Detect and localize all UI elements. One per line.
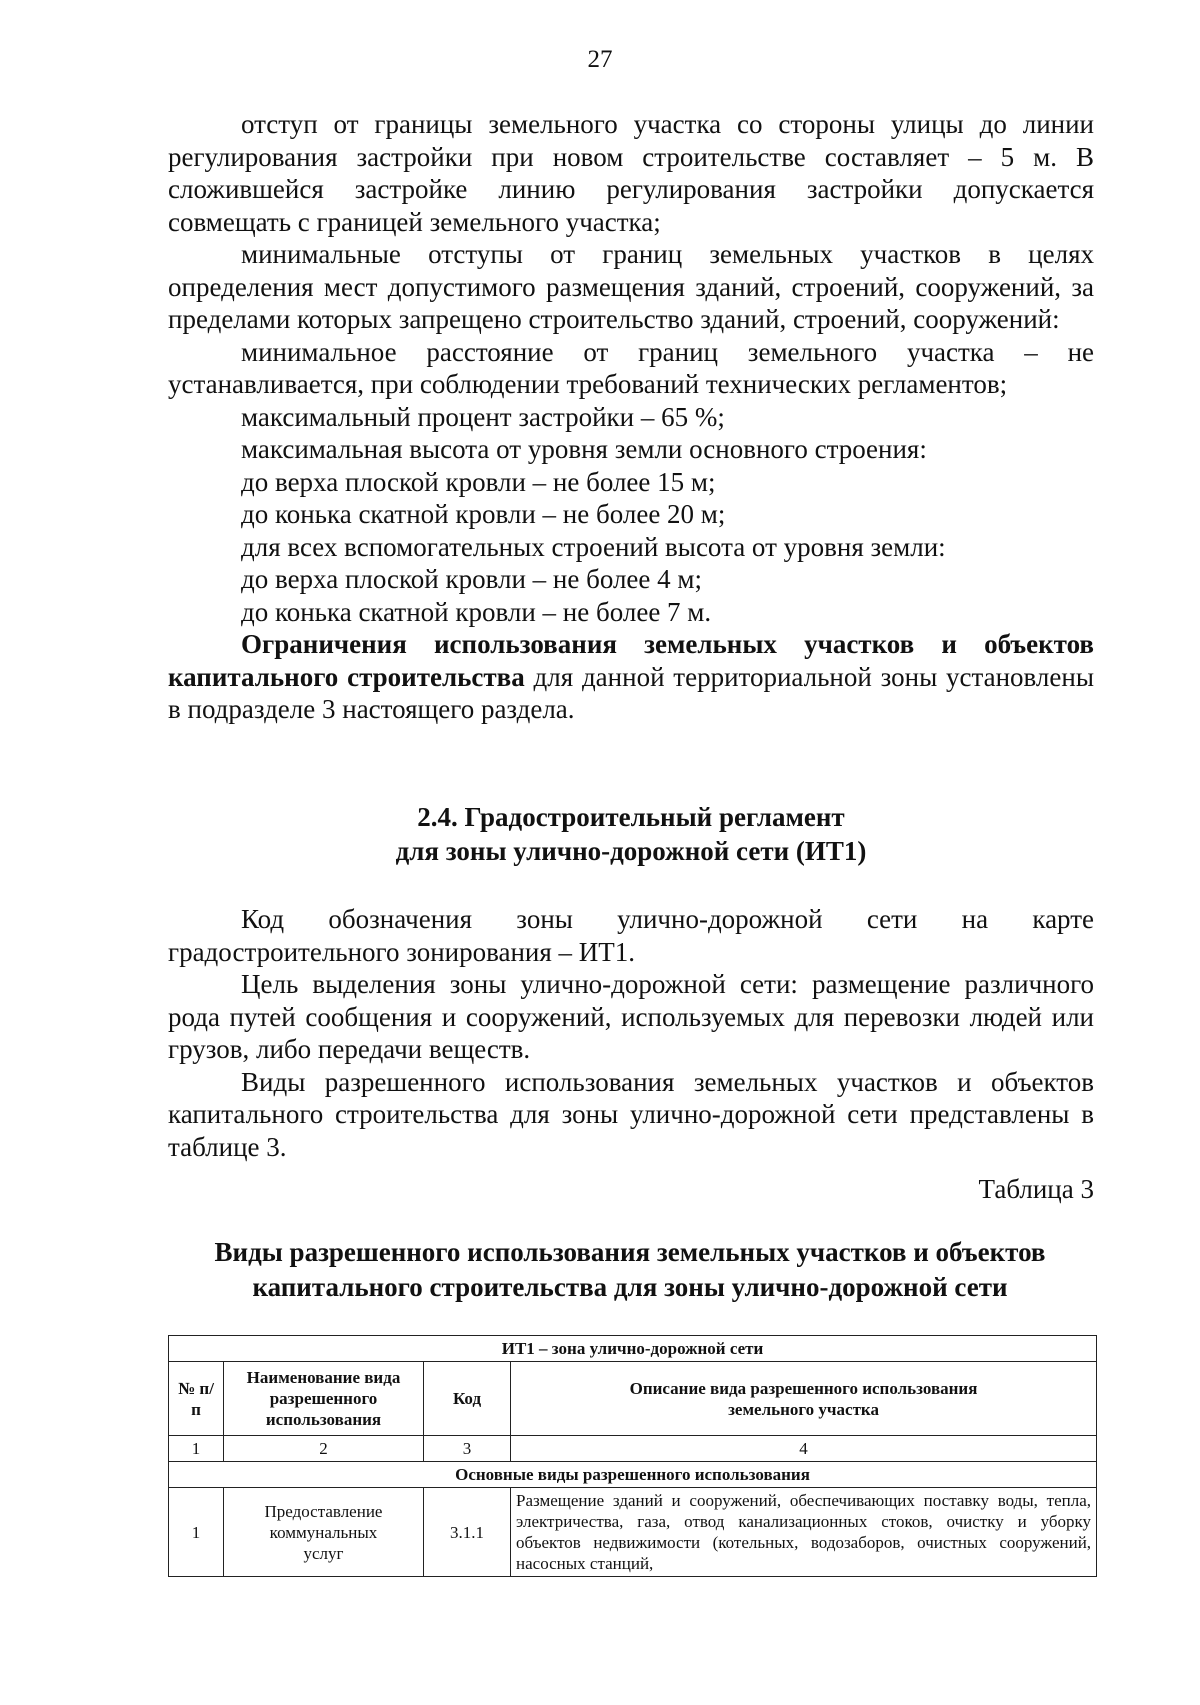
line-max-coverage: максимальный процент застройки – 65 %; — [241, 401, 725, 432]
table-header-row — [169, 1362, 1097, 1436]
table-section-main-uses: Основные виды разрешенного использования — [169, 1462, 1097, 1488]
column-number-4: 4 — [511, 1436, 1097, 1462]
table-column-number-row — [169, 1436, 1097, 1462]
line-flat-roof-4: до верха плоской кровли – не более 4 м; — [241, 564, 702, 594]
column-number-2: 2 — [224, 1436, 424, 1462]
table-row — [169, 1488, 1097, 1577]
paragraph-zone-purpose: Цель выделения зоны улично-дорожной сети: размещение различного рода путей сообщения и сооружений, используемых для перевозки людей или грузов, либо передачи веществ. — [168, 969, 1094, 1064]
table-title — [120, 1235, 1140, 1305]
table-title-line1: Виды разрешенного использования земельных участков и объектов — [214, 1237, 1046, 1267]
table-section-row — [169, 1462, 1097, 1488]
paragraph-min-distance: минимальное расстояние от границ земельного участка – не устанавливается, при соблюдении требований технических регламентов; — [168, 336, 1094, 399]
regulation-text-block — [168, 108, 1094, 726]
permitted-uses-table — [168, 1335, 1097, 1577]
column-number-1: 1 — [169, 1436, 224, 1462]
restrictions-bold-text: Ограничения использования земельных участков и объектов капитального строительства — [168, 629, 1094, 692]
restrictions-rest-text: для данной территориальной зоны установлены в подразделе 3 настоящего раздела. — [168, 661, 1094, 724]
section-heading-line2: для зоны улично-дорожной сети (ИТ1) — [395, 836, 867, 866]
col-header-name: Наименование вида разрешенного использования — [224, 1362, 424, 1436]
column-number-3: 3 — [424, 1436, 511, 1462]
section-heading-line1: 2.4. Градостроительный регламент — [417, 802, 845, 832]
zone-description-block — [168, 903, 1094, 1163]
line-pitched-roof-7: до конька скатной кровли – не более 7 м. — [241, 596, 712, 627]
paragraph-min-setbacks: минимальные отступы от границ земельных участков в целях определения мест допустимого размещения зданий, строений, сооружений, за пределами которых запрещено строительство зданий, строений, сооружений: — [168, 239, 1094, 334]
table-label: Таблица 3 — [978, 1174, 1094, 1204]
paragraph-street-setback: отступ от границы земельного участка со стороны улицы до линии регулирования застройки при новом строительстве составляет – 5 м. В сложившейся застройке линию регулирования застройки допускается совмещать с границей земельного участка; — [168, 109, 1094, 237]
line-max-height-main: максимальная высота от уровня земли основного строения: — [241, 434, 927, 464]
row-use-code: 3.1.1 — [424, 1488, 511, 1577]
row-use-name: Предоставление коммунальных услуг — [224, 1488, 424, 1577]
col-header-number: № п/п — [169, 1362, 224, 1436]
row-use-description: Размещение зданий и сооружений, обеспечивающих поставку воды, тепла, электричества, газа, отвод канализационных стоков, очистку и уборку объектов недвижимости (котельных, водозаборов, очистных сооружений, насосных станций, — [511, 1488, 1097, 1577]
line-pitched-roof-20: до конька скатной кровли – не более 20 м; — [241, 499, 726, 529]
table-zone-header-row — [169, 1336, 1097, 1362]
col-header-description: Описание вида разрешенного использования земельного участка — [511, 1362, 1097, 1436]
table-title-line2: капитального строительства для зоны улично-дорожной сети — [252, 1272, 1008, 1302]
section-heading — [168, 800, 1094, 868]
page-number: 27 — [587, 46, 613, 73]
row-number: 1 — [169, 1488, 224, 1577]
line-auxiliary-height: для всех вспомогательных строений высота от уровня земли: — [241, 531, 946, 562]
table-zone-header: ИТ1 – зона улично-дорожной сети — [169, 1336, 1097, 1362]
paragraph-zone-code: Код обозначения зоны улично-дорожной сети на карте градостроительного зонирования – ИТ1. — [168, 904, 1094, 967]
line-flat-roof-15: до верха плоской кровли – не более 15 м; — [241, 466, 716, 497]
col-header-code: Код — [424, 1362, 511, 1436]
paragraph-permitted-uses: Виды разрешенного использования земельных участков и объектов капитального строительства для зоны улично-дорожной сети представлены в таблице 3. — [168, 1066, 1094, 1162]
paragraph-restrictions — [168, 628, 1094, 726]
